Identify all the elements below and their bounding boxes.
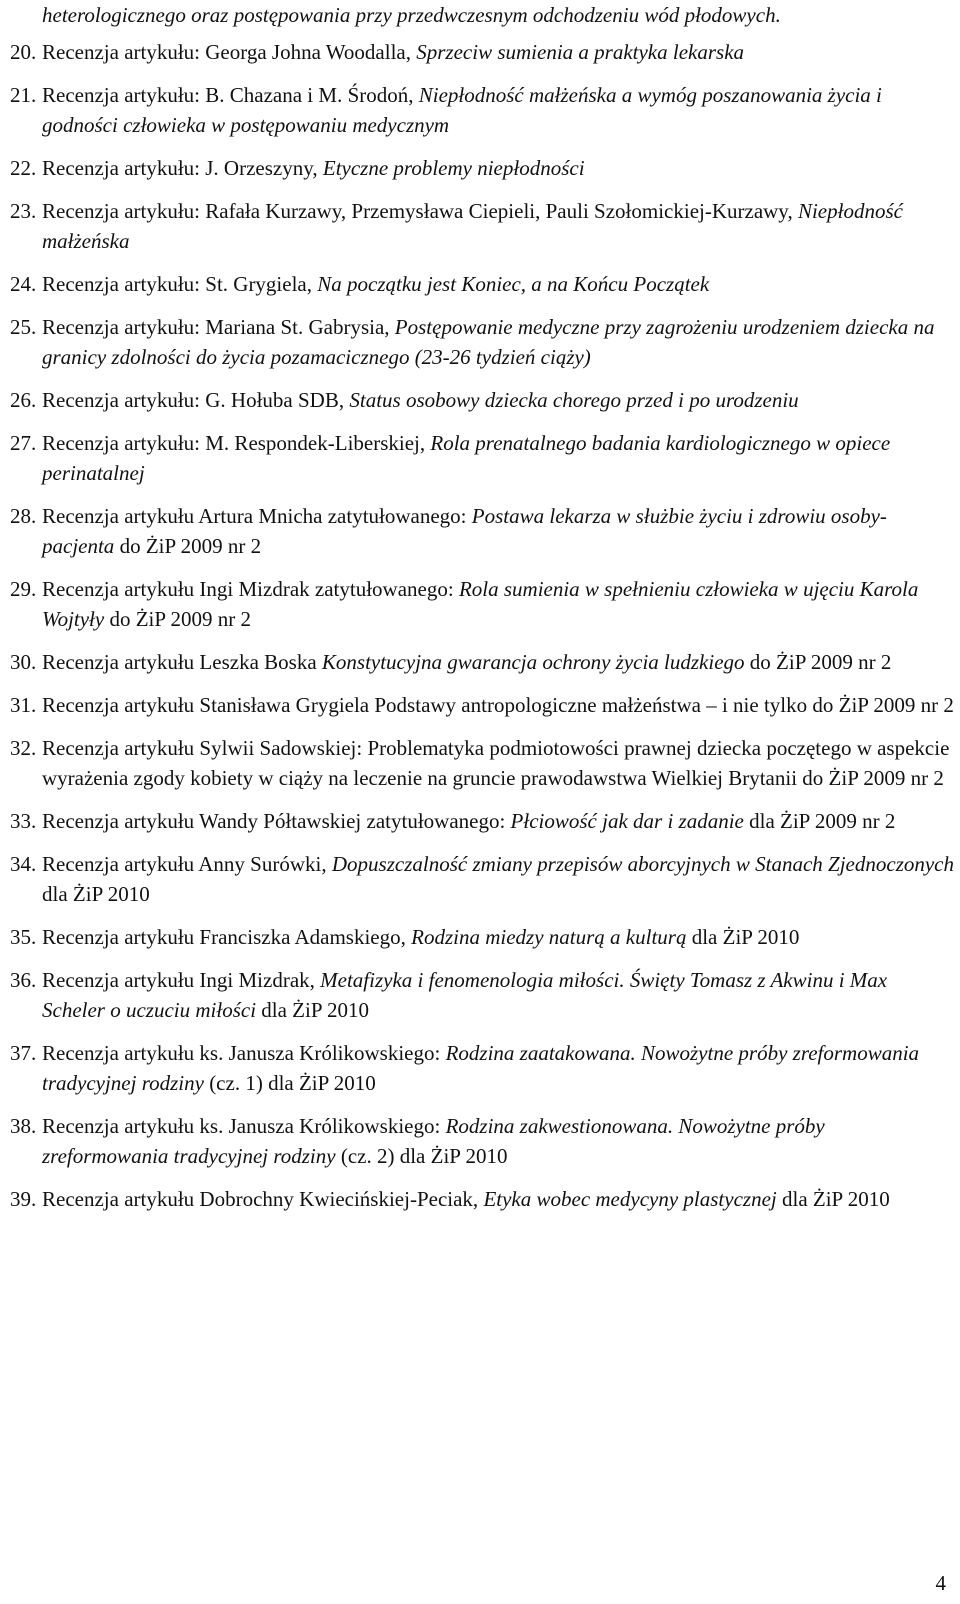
item-title-italic: Status osobowy dziecka chorego przed i po urodzeniu (349, 388, 799, 412)
list-item (10, 806, 955, 836)
item-title-italic: Rodzina zakwestionowana. Nowożytne próby zreformowania tradycyjnej rodziny (42, 1114, 825, 1168)
item-text-segment: Recenzja artykułu: Mariana St. Gabrysia, (42, 315, 395, 339)
item-text-segment: Recenzja artykułu: M. Respondek-Liberskiej, (42, 431, 431, 455)
item-title-italic: Na początku jest Koniec, a na Końcu Początek (317, 272, 710, 296)
item-text-segment: do ŻiP 2009 nr 2 (744, 650, 892, 674)
list-item (10, 269, 955, 299)
item-text-segment: Recenzja artykułu Sylwii Sadowskiej: Problematyka podmiotowości prawnej dziecka poczętego w aspekcie wyrażenia zgody kobiety w ciąży na leczenie na gruncie prawodawstwa Wielkiej Brytanii do ŻiP 2009 nr 2 (42, 736, 950, 790)
item-text (42, 736, 949, 790)
item-title-italic: Rodzina zaatakowana. Nowożytne próby zreformowania tradycyjnej rodziny (42, 1041, 920, 1095)
item-text-segment: (cz. 2) dla ŻiP 2010 (335, 1144, 508, 1168)
item-title-italic: heterologicznego oraz postępowania przy przedwczesnym odchodzeniu wód płodowych. (42, 3, 781, 27)
item-text (42, 3, 781, 27)
page-number: 4 (935, 1571, 946, 1595)
item-text (42, 925, 799, 949)
item-title-italic: Rodzina miedzy naturą a kulturą (411, 925, 687, 949)
list-item (10, 647, 955, 677)
list-item (10, 153, 955, 183)
list-item (10, 1111, 955, 1171)
item-title-italic: Niepłodność małżeńska a wymóg poszanowania życia i godności człowieka w postępowaniu medycznym (42, 83, 882, 137)
item-text-segment: do ŻiP 2009 nr 2 (104, 607, 252, 631)
item-text (42, 852, 954, 906)
item-text-segment: Recenzja artykułu Dobrochny Kwiecińskiej-Peciak, (42, 1187, 484, 1211)
item-number: 37. (10, 1041, 37, 1065)
item-text (42, 83, 882, 137)
list-item (10, 1038, 955, 1098)
item-text (42, 1041, 919, 1095)
item-text (42, 156, 585, 180)
item-text (42, 1187, 890, 1211)
item-title-italic: Płciowość jak dar i zadanie (510, 809, 744, 833)
item-text (42, 315, 934, 369)
item-text (42, 968, 887, 1022)
item-title-italic: Dopuszczalność zmiany przepisów aborcyjnych w Stanach Zjednoczonych (331, 852, 955, 876)
item-number: 38. (10, 1114, 37, 1138)
item-text-segment: dla ŻiP 2010 (776, 1187, 890, 1211)
item-text (42, 272, 709, 296)
item-number: 36. (10, 968, 37, 992)
review-list (10, 0, 955, 1227)
item-number: 34. (10, 852, 37, 876)
item-text-segment: Recenzja artykułu Franciszka Adamskiego, (42, 925, 412, 949)
item-number: 28. (10, 504, 37, 528)
item-number: 39. (10, 1187, 37, 1211)
item-number: 33. (10, 809, 37, 833)
item-title-italic: Rola prenatalnego badania kardiologicznego w opiece perinatalnej (42, 431, 891, 485)
item-text-segment: dla ŻiP 2010 (42, 882, 150, 906)
item-number: 22. (10, 156, 37, 180)
item-text (42, 199, 903, 253)
item-number: 25. (10, 315, 37, 339)
item-title-italic: Postawa lekarza w służbie życiu i zdrowiu osoby- pacjenta (42, 504, 887, 558)
list-item (10, 196, 955, 256)
list-item (10, 965, 955, 1025)
item-number: 27. (10, 431, 37, 455)
list-item (10, 428, 955, 488)
item-text (42, 809, 895, 833)
item-text-segment: Recenzja artykułu Artura Mnicha zatytułowanego: (42, 504, 472, 528)
list-item (10, 80, 955, 140)
item-text-segment: Recenzja artykułu ks. Janusza Królikowskiego: (42, 1114, 446, 1138)
item-number: 21. (10, 83, 37, 107)
item-text (42, 40, 744, 64)
item-text-segment: Recenzja artykułu: St. Grygiela, (42, 272, 318, 296)
item-title-italic: Postępowanie medyczne przy zagrożeniu urodzeniem dziecka na granicy zdolności do życia pozamacicznego (23-26 tydzień ciąży) (42, 315, 935, 369)
item-text (42, 431, 890, 485)
item-text-segment: do ŻiP 2009 nr 2 (114, 534, 262, 558)
item-text (42, 504, 887, 558)
item-number: 24. (10, 272, 37, 296)
item-text-segment: Recenzja artykułu: B. Chazana i M. Środoń, (42, 83, 419, 107)
item-text (42, 650, 891, 674)
item-text-segment: Recenzja artykułu ks. Janusza Królikowskiego: (42, 1041, 446, 1065)
item-number: 23. (10, 199, 37, 223)
item-title-italic: Niepłodność małżeńska (42, 199, 903, 253)
item-title-italic: Sprzeciw sumienia a praktyka lekarska (416, 40, 745, 64)
item-text-segment: dla ŻiP 2010 (256, 998, 369, 1022)
list-item (10, 849, 955, 909)
item-text-segment: Recenzja artykułu Wandy Półtawskiej zatytułowanego: (42, 809, 511, 833)
item-text (42, 693, 954, 717)
item-text-segment: dla ŻiP 2010 (686, 925, 800, 949)
list-item (10, 1184, 955, 1214)
item-text-segment: Recenzja artykułu Leszka Boska (42, 650, 322, 674)
list-item (10, 385, 955, 415)
item-text-segment: Recenzja artykułu Stanisława Grygiela Podstawy antropologiczne małżeństwa – i nie tylko do ŻiP 2009 nr 2 (42, 693, 954, 717)
item-text (42, 388, 799, 412)
item-title-italic: Metafizyka i fenomenologia miłości. Święty Tomasz z Akwinu i Max Scheler o uczuciu miłości (42, 968, 888, 1022)
item-text (42, 577, 918, 631)
item-number: 31. (10, 693, 37, 717)
list-item (10, 0, 955, 30)
item-text-segment: dla ŻiP 2009 nr 2 (743, 809, 896, 833)
item-text-segment: Recenzja artykułu: G. Hołuba SDB, (42, 388, 350, 412)
item-title-italic: Etyka wobec medycyny plastycznej (483, 1187, 777, 1211)
item-title-italic: Konstytucyjna gwarancja ochrony życia ludzkiego (321, 650, 745, 674)
item-text-segment: Recenzja artykułu Ingi Mizdrak, (42, 968, 321, 992)
item-number: 29. (10, 577, 37, 601)
item-title-italic: Etyczne problemy niepłodności (322, 156, 585, 180)
item-text-segment: (cz. 1) dla ŻiP 2010 (203, 1071, 376, 1095)
list-item (10, 312, 955, 372)
list-item (10, 922, 955, 952)
item-text-segment: Recenzja artykułu: Rafała Kurzawy, Przemysława Ciepieli, Pauli Szołomickiej-Kurzawy, (42, 199, 798, 223)
item-text-segment: Recenzja artykułu: Georga Johna Woodalla, (42, 40, 417, 64)
item-number: 32. (10, 736, 37, 760)
item-title-italic: Rola sumienia w spełnieniu człowieka w ujęciu Karola Wojtyły (42, 577, 919, 631)
item-text (42, 1114, 825, 1168)
list-item (10, 690, 955, 720)
list-item (10, 501, 955, 561)
item-number: 20. (10, 40, 37, 64)
list-item (10, 733, 955, 793)
item-text-segment: Recenzja artykułu Ingi Mizdrak zatytułowanego: (42, 577, 459, 601)
item-text-segment: Recenzja artykułu Anny Surówki, (42, 852, 332, 876)
list-item (10, 574, 955, 634)
item-number: 35. (10, 925, 37, 949)
item-text-segment: Recenzja artykułu: J. Orzeszyny, (42, 156, 323, 180)
item-number: 30. (10, 650, 37, 674)
item-number: 26. (10, 388, 37, 412)
list-item (10, 37, 955, 67)
